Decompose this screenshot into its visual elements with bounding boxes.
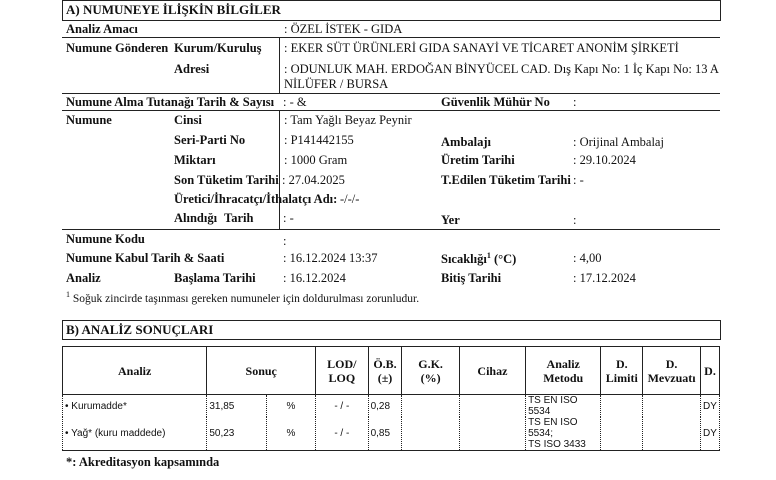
bitis-value: : 17.12.2024 — [573, 271, 636, 285]
analiz-amaci-label: Analiz Amacı — [66, 22, 138, 36]
row2-cihaz — [459, 417, 525, 451]
adres-value-2: NİLÜFER / BURSA — [284, 77, 389, 91]
col-ob-1: Ö.B. — [373, 356, 397, 371]
row1-metod-1: TS EN ISO 5534 — [528, 395, 578, 417]
miktar-value: : 1000 Gram — [284, 153, 348, 167]
sicaklik-value: : 4,00 — [573, 251, 602, 265]
row1-metod — [526, 395, 601, 418]
row2-ob: 0,85 — [368, 417, 402, 451]
col-dlimit — [601, 347, 643, 395]
row2-sonuc: 50,23 — [207, 417, 266, 451]
adres-value-1: : ODUNLUK MAH. ERDOĞAN BİNYÜCEL CAD. Dış Kapı No: 1 İç Kapı No: 13 A — [284, 62, 719, 76]
baslama-value: : 16.12.2024 — [283, 271, 346, 285]
alindigi-label: Alındığı — [174, 211, 218, 225]
akreditasyon-note: *: Akreditasyon kapsamında — [66, 455, 220, 469]
col-lod-2: LOQ — [328, 370, 356, 385]
tutanak-value: : - & — [283, 95, 307, 109]
row2-gk — [402, 417, 459, 451]
col-metod — [526, 347, 601, 395]
col-dmevzuat-1: D. — [665, 356, 678, 371]
rule-a2 — [62, 93, 720, 94]
row2-analiz: • Yağ* (kuru maddede) — [63, 417, 207, 451]
analiz-label: Analiz — [66, 271, 101, 285]
footnote — [66, 290, 419, 305]
son-tuketim-value: : 27.04.2025 — [282, 173, 345, 187]
ambalaj-value: : Orijinal Ambalaj — [573, 135, 664, 149]
row1-cihaz — [459, 395, 525, 418]
col-dmevzuat — [643, 347, 701, 395]
sicaklik-label-text: Sıcaklığı — [441, 252, 487, 267]
uretim-value: : 29.10.2024 — [573, 153, 636, 167]
rule-v-numune — [279, 110, 280, 229]
section-b-title: B) ANALİZ SONUÇLARI — [66, 322, 214, 337]
col-lod-1: LOD/ — [327, 356, 357, 371]
table-row — [63, 395, 720, 418]
adres-label: Adresi — [174, 62, 210, 76]
muhur-label: Güvenlik Mühür No — [441, 95, 550, 109]
row1-sonuc: 31,85 — [207, 395, 266, 418]
row2-dlimit — [601, 417, 643, 451]
uretim-label: Üretim Tarihi — [441, 153, 515, 167]
row1-dlimit — [601, 395, 643, 418]
col-dlimit-1: D. — [615, 356, 628, 371]
ambalaj-label: Ambalajı — [441, 135, 491, 149]
col-cihaz: Cihaz — [459, 347, 525, 395]
row2-metod — [526, 417, 601, 451]
row1-gk — [402, 395, 459, 418]
seri-label: Seri-Parti No — [174, 133, 246, 147]
col-ob-2: (±) — [377, 370, 393, 385]
col-gk-1: G.K. — [418, 356, 443, 371]
kabul-value: : 16.12.2024 13:37 — [283, 251, 378, 265]
yer-value: : — [573, 213, 577, 227]
numune-kodu-value: : — [283, 234, 287, 248]
sicaklik-unit: (°C) — [490, 252, 517, 267]
row1-dmevzuat — [643, 395, 701, 418]
row1-analiz: • Kurumadde* — [63, 395, 207, 418]
table-row — [63, 417, 720, 451]
footnote-text: Soğuk zincirde taşınması gereken numuneler için doldurulması zorunludur. — [70, 292, 420, 305]
kurum-label: Kurum/Kuruluş — [174, 41, 262, 55]
results-header-row — [63, 347, 720, 395]
row1-analiz-text: Kurumadde* — [71, 400, 127, 412]
section-a-title: A) NUMUNEYE İLİŞKİN BİLGİLER — [66, 2, 281, 17]
edilen-tuketim-value: : - — [573, 173, 584, 187]
sicaklik-label — [441, 251, 516, 267]
kurum-value: : EKER SÜT ÜRÜNLERİ GIDA SANAYİ VE TİCARET ANONİM ŞİRKETİ — [284, 41, 679, 55]
rule-a4 — [62, 229, 720, 230]
row1-birim: % — [266, 395, 315, 418]
col-d: D. — [701, 347, 720, 395]
analiz-amaci-value: : ÖZEL İSTEK - GIDA — [284, 22, 403, 36]
row2-metod-1: TS EN ISO 5534; — [528, 417, 578, 439]
footnote-mark: 1 — [66, 290, 70, 299]
col-metod-2: Metodu — [543, 370, 584, 385]
baslama-label: Başlama Tarihi — [174, 271, 256, 285]
col-gk — [402, 347, 459, 395]
numune-kodu-label: Numune Kodu — [66, 232, 145, 246]
alindigi-tarih-label: Tarih — [224, 211, 254, 225]
gonderen-label: Numune Gönderen — [66, 41, 169, 55]
col-dlimit-2: Limiti — [605, 370, 638, 385]
row1-ob: 0,28 — [368, 395, 402, 418]
col-sonuc: Sonuç — [207, 347, 316, 395]
row2-metod-2: TS ISO 3433 — [528, 439, 586, 450]
row2-d: DY — [701, 417, 720, 451]
uretici-value: -/-/- — [340, 192, 360, 206]
edilen-tuketim-label: T.Edilen Tüketim Tarihi — [441, 173, 571, 187]
alindigi-value: : - — [283, 211, 294, 225]
col-analiz: Analiz — [63, 347, 207, 395]
numune-label: Numune — [66, 113, 112, 127]
sicaklik-footnote-mark: 1 — [486, 251, 491, 260]
row2-analiz-text: Yağ* (kuru maddede) — [71, 428, 166, 439]
uretici-label: Üretici/İhracatçı/İthalatçı Adı: — [174, 192, 338, 206]
col-metod-1: Analiz — [546, 356, 580, 371]
seri-value: : P141442155 — [284, 133, 354, 147]
row1-d: DY — [701, 395, 720, 418]
bitis-label: Bitiş Tarihi — [441, 271, 502, 285]
col-lod — [316, 347, 369, 395]
kabul-label: Numune Kabul Tarih & Saati — [66, 251, 225, 265]
tutanak-label: Numune Alma Tutanağı Tarih & Sayısı — [66, 95, 275, 109]
results-table — [62, 346, 720, 451]
miktar-label: Miktarı — [174, 153, 216, 167]
row2-dmevzuat — [643, 417, 701, 451]
cinsi-value: : Tam Yağlı Beyaz Peynir — [284, 113, 412, 127]
row1-lod: - / - — [316, 395, 369, 418]
cinsi-label: Cinsi — [174, 113, 202, 127]
rule-a3 — [62, 110, 720, 111]
row2-lod: - / - — [316, 417, 369, 451]
col-gk-2: (%) — [420, 370, 441, 385]
row2-birim: % — [266, 417, 315, 451]
yer-label: Yer — [441, 213, 460, 227]
col-dmevzuat-2: Mevzuatı — [647, 370, 696, 385]
rule-a1 — [62, 37, 720, 38]
col-ob — [368, 347, 402, 395]
rule-v-gonderen — [279, 37, 280, 93]
son-tuketim-label: Son Tüketim Tarihi — [174, 173, 279, 187]
muhur-value: : — [573, 95, 577, 109]
